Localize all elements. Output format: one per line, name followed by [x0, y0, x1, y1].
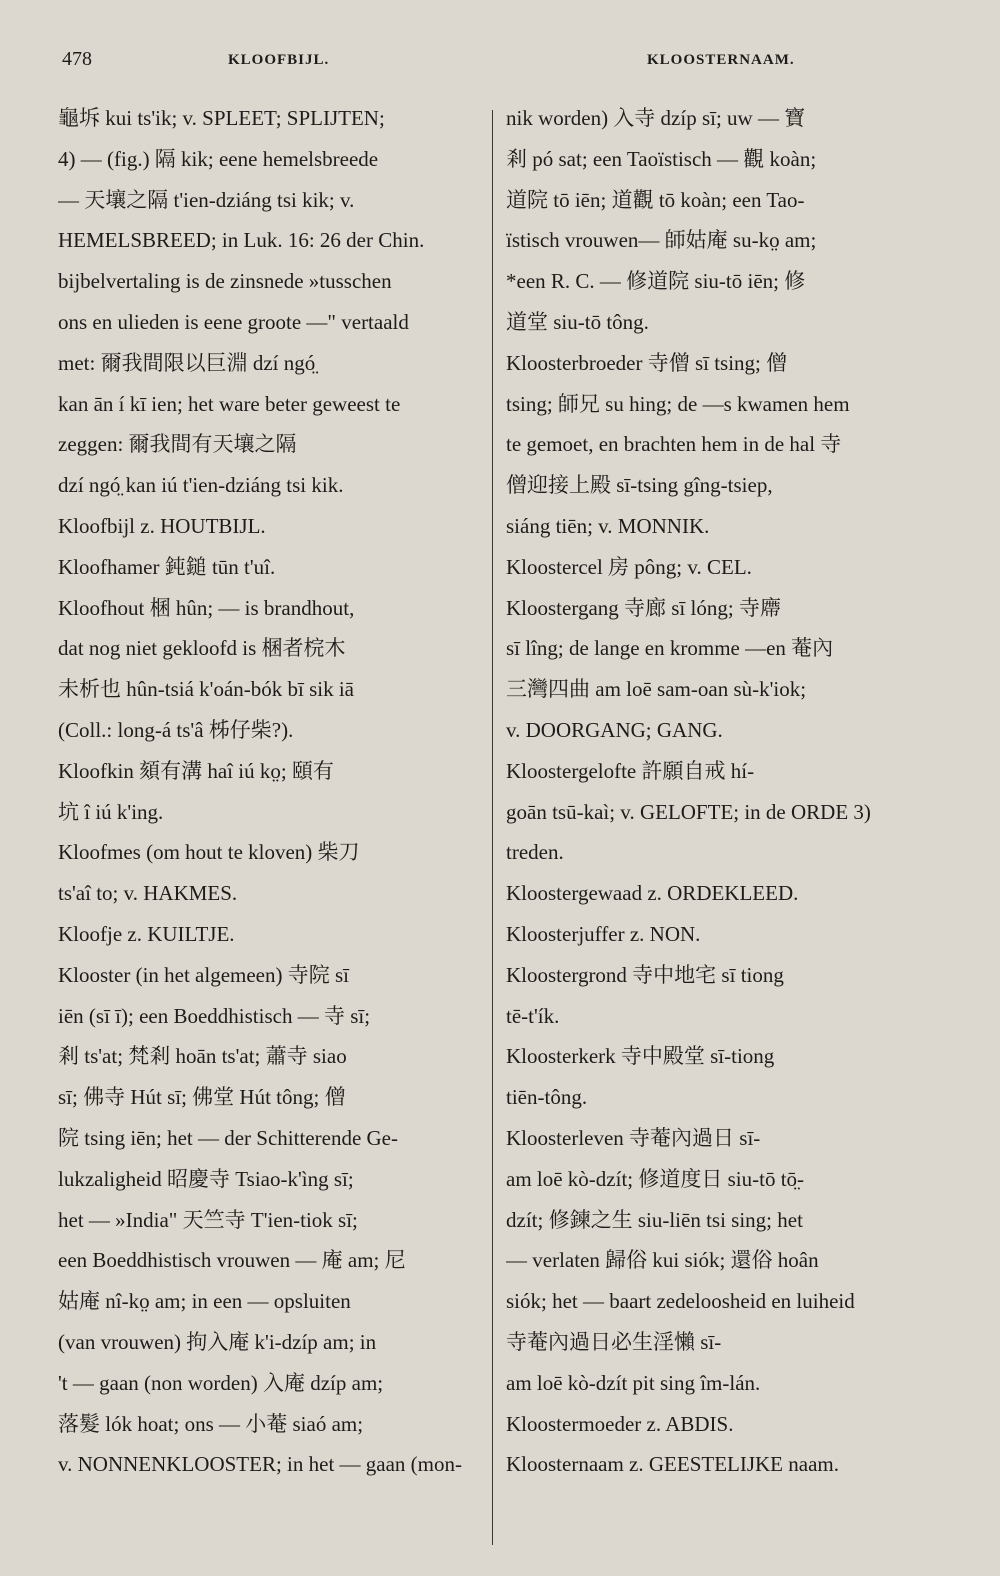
text-line: 剎 ts'at; 梵剎 hoān ts'at; 蕭寺 siao — [58, 1044, 347, 1069]
text-line: tiēn-tông. — [506, 1085, 588, 1110]
text-line: tsing; 師兄 su hing; de —s kwamen hem — [506, 391, 850, 416]
text-line: Kloostermoeder z. ABDIS. — [506, 1411, 734, 1436]
text-line: 道院 tō iēn; 道觀 tō koàn; een Tao- — [506, 187, 805, 212]
left-running-head: KLOOFBIJL. — [228, 52, 330, 68]
text-line: Kloostergrond 寺中地宅 sī tiong — [506, 962, 784, 987]
text-line: 道堂 siu-tō tông. — [506, 309, 649, 334]
text-line: ts'aî to; v. HAKMES. — [58, 881, 238, 906]
text-line: v. NONNENKLOOSTER; in het — gaan (mon- — [58, 1452, 462, 1477]
text-line: iēn (sī ī); een Boeddhistisch — 寺 sī; — [58, 1003, 371, 1028]
text-line: dzít; 修鍊之生 siu-liēn tsi sing; het — [506, 1207, 803, 1232]
text-line: sī lîng; de lange en kromme —en 菴內 — [506, 636, 834, 661]
text-line: Kloofbijl z. HOUTBIJL. — [58, 513, 266, 538]
text-line: 僧迎接上殿 sī-tsing gîng-tsiep, — [506, 473, 773, 498]
text-line: dzí ngó̤ kan iú t'ien-dziáng tsi kik. — [58, 473, 344, 498]
text-line: Kloosterkerk 寺中殿堂 sī-tiong — [506, 1044, 775, 1069]
text-line: am loē kò-dzít pit sing îm-lán. — [506, 1370, 761, 1395]
text-line: Kloostercel 房 pông; v. CEL. — [506, 554, 752, 579]
text-line: — 天壤之隔 t'ien-dziáng tsi kik; v. — [58, 187, 355, 212]
text-line: Kloosterbroeder 寺僧 sī tsing; 僧 — [506, 350, 788, 375]
text-line: 4) — (fig.) 隔 kik; eene hemelsbreede — [58, 146, 379, 171]
text-line: 寺菴內過日必生淫懶 sī- — [506, 1329, 722, 1354]
text-line: ïstisch vrouwen— 師姑庵 su-ko̤ am; — [506, 228, 817, 253]
text-line: *een R. C. — 修道院 siu-tō iēn; 修 — [506, 269, 806, 294]
text-line: Kloostergang 寺廊 sī lóng; 寺廗 — [506, 595, 781, 620]
text-line: Kloosternaam z. GEESTELIJKE naam. — [506, 1452, 839, 1477]
text-line: met: 爾我間限以巨淵 dzí ngó̤ — [58, 350, 316, 375]
text-line: het — »India" 天竺寺 T'ien-tiok sī; — [58, 1207, 358, 1232]
text-line: bijbelvertaling is de zinsnede »tusschen — [58, 269, 392, 294]
text-line: ons en ulieden is eene groote —" vertaald — [58, 309, 409, 334]
text-line: am loē kò-dzít; 修道度日 siu-tō tō̤- — [506, 1166, 805, 1191]
column-divider — [492, 110, 493, 1545]
text-line: Kloofje z. KUILTJE. — [58, 921, 235, 946]
text-line: siáng tiēn; v. MONNIK. — [506, 513, 710, 538]
text-line: Kloosterleven 寺菴內過日 sī- — [506, 1125, 761, 1150]
text-line: Kloostergewaad z. ORDEKLEED. — [506, 881, 799, 906]
right-column — [506, 98, 931, 1485]
text-line: HEMELSBREED; in Luk. 16: 26 der Chin. — [58, 228, 425, 253]
text-line: te gemoet, en brachten hem in de hal 寺 — [506, 432, 842, 457]
text-line: sī; 佛寺 Hút sī; 佛堂 Hút tông; 僧 — [58, 1085, 346, 1110]
text-line: Kloofkin 頦有溝 haî iú ko̤; 頤有 — [58, 758, 334, 783]
text-line: dat nog niet gekloofd is 棞者梡木 — [58, 636, 346, 661]
text-line: 未析也 hûn-tsiá k'oán-bók bī sik iā — [58, 677, 354, 702]
text-line: 姑庵 nî-ko̤ am; in een — opsluiten — [58, 1289, 351, 1314]
text-line: kan ān í kī ien; het ware beter geweest te — [58, 391, 401, 416]
text-line: siók; het — baart zedeloosheid en luiheid — [506, 1289, 855, 1314]
text-line: Kloostergelofte 許願自戒 hí- — [506, 758, 755, 783]
text-line: (Coll.: long-á ts'â 柹仔柴?). — [58, 717, 294, 742]
text-line: Kloofhamer 鈍鎚 tūn t'uî. — [58, 554, 276, 579]
text-line: 落髮 lók hoat; ons — 小菴 siaó am; — [58, 1411, 364, 1436]
page-number: 478 — [62, 48, 92, 70]
text-line: Kloosterjuffer z. NON. — [506, 921, 701, 946]
text-line: 't — gaan (non worden) 入庵 dzíp am; — [58, 1370, 384, 1395]
text-line: een Boeddhistisch vrouwen — 庵 am; 尼 — [58, 1248, 406, 1273]
text-line: 坑 î iú k'ing. — [58, 799, 164, 824]
text-line: 三灣四曲 am loē sam-oan sù-k'iok; — [506, 677, 807, 702]
text-line: nik worden) 入寺 dzíp sī; uw — 寶 — [506, 106, 806, 130]
text-line: goān tsū-kaì; v. GELOFTE; in de ORDE 3) — [506, 799, 871, 824]
left-column — [58, 98, 483, 1485]
text-line: 院 tsing iēn; het — der Schitterende Ge- — [58, 1125, 398, 1150]
text-line: tē-t'ík. — [506, 1003, 560, 1028]
text-line: — verlaten 歸俗 kui siók; 還俗 hoân — [506, 1248, 819, 1273]
right-running-head: KLOOSTERNAAM. — [647, 52, 795, 68]
text-line: Kloofmes (om hout te kloven) 柴刀 — [58, 840, 360, 865]
text-line: lukzaligheid 昭慶寺 Tsiao-k'ìng sī; — [58, 1166, 354, 1191]
text-line: (van vrouwen) 拘入庵 k'i-dzíp am; in — [58, 1329, 377, 1354]
text-line: 龜坼 kui ts'ik; v. SPLEET; SPLIJTEN; — [58, 106, 385, 130]
text-line: zeggen: 爾我間有天壤之隔 — [58, 432, 297, 457]
text-line: v. DOORGANG; GANG. — [506, 717, 723, 742]
text-line: Kloofhout 棞 hûn; — is brandhout, — [58, 595, 355, 620]
text-line: treden. — [506, 840, 564, 865]
text-line: Klooster (in het algemeen) 寺院 sī — [58, 962, 350, 987]
text-line: 剎 pó sat; een Taoïstisch — 觀 koàn; — [506, 146, 817, 171]
